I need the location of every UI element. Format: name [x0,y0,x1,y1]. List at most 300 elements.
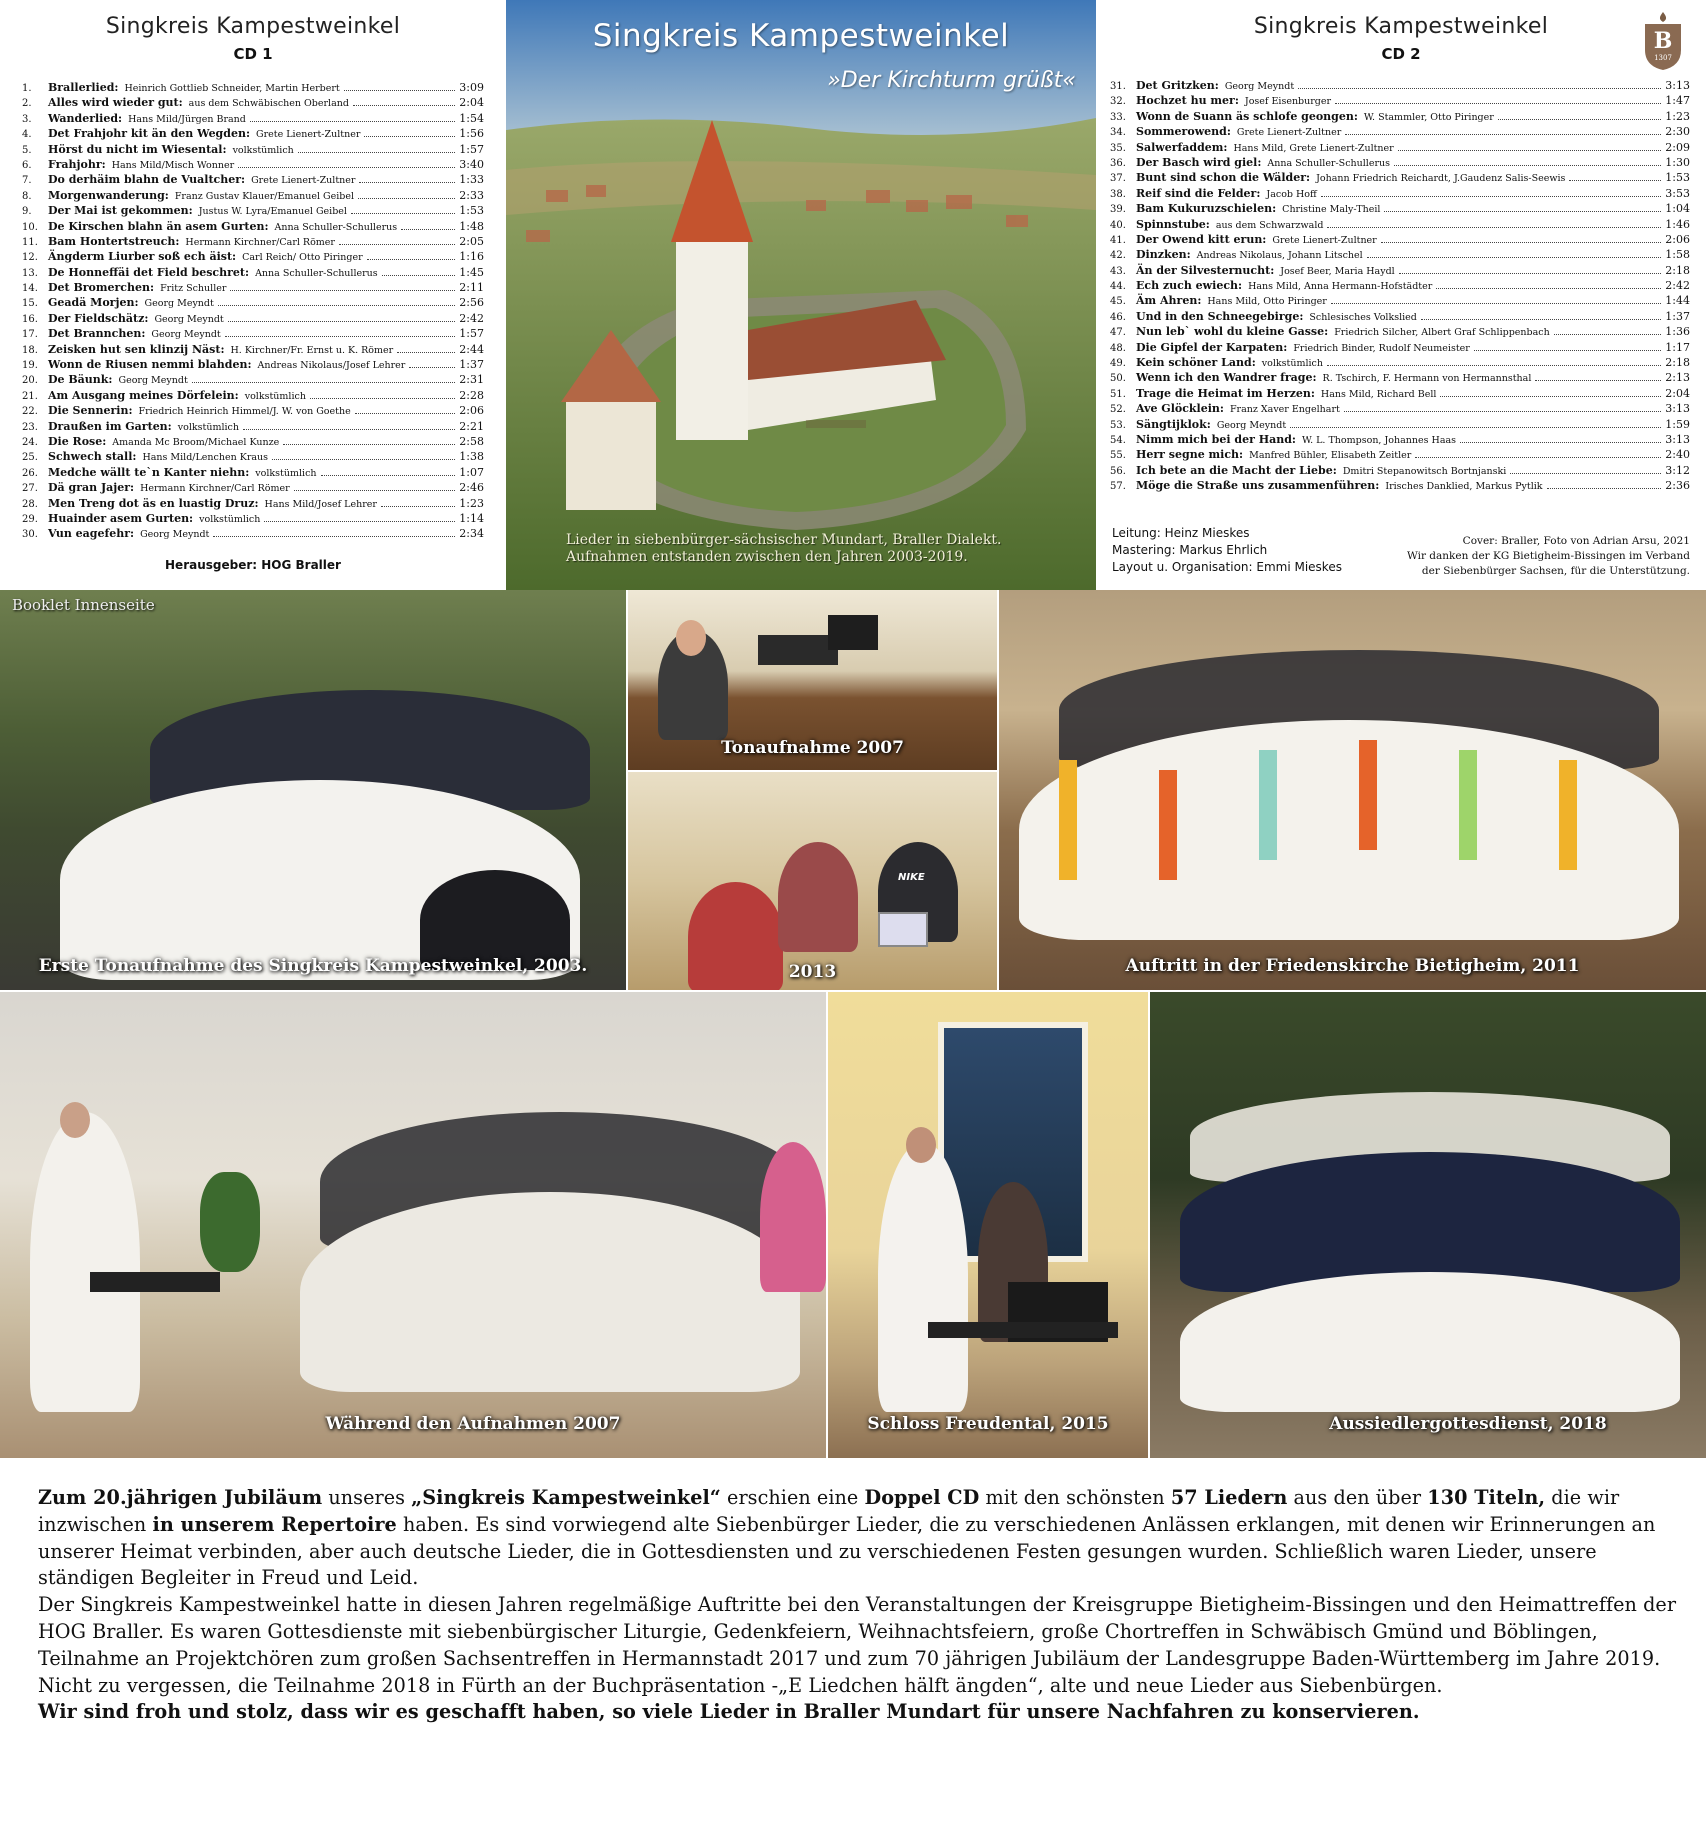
photo-caption: Aussiedlergottesdienst, 2018 [1329,1414,1607,1434]
track-credit: Georg Meyndt [1216,419,1287,431]
cover-note [566,532,1001,566]
track-duration: 2:34 [459,527,484,541]
leader-dots [1398,141,1662,151]
track-title: Spinnstube: [1136,217,1210,231]
track-row [1110,432,1690,447]
photo-aussiedlergottesdienst-2018 [1150,992,1706,1458]
cd1-title: Singkreis Kampestweinkel [105,14,401,39]
photo-recording-2013 [628,772,997,990]
track-credit: volkstümlich [199,513,261,525]
track-row [1110,463,1690,478]
track-row [1110,124,1690,139]
track-number: 37. [1110,173,1126,185]
track-number: 2. [22,98,32,110]
track-title: Ich bete an die Macht der Liebe: [1136,463,1337,477]
track-number: 13. [22,267,38,279]
leader-dots [1381,233,1662,243]
track-row [1110,217,1690,232]
bold-phrase: „Singkreis Kampestweinkel“ [411,1486,721,1509]
leader-dots [381,497,455,507]
text-span: die wir inzwischen [38,1486,1620,1536]
track-row [22,357,484,372]
track-row [1110,293,1690,308]
leader-dots [1290,418,1661,428]
track-title: Reif sind die Felder: [1136,186,1261,200]
track-title: Vun eagefehr: [48,527,135,541]
track-number: 54. [1110,434,1126,446]
track-credit: Friedrich Silcher, Albert Graf Schlippenbach [1334,327,1550,339]
track-title: Bunt sind schon die Wälder: [1136,171,1311,185]
leader-dots [192,373,456,383]
track-title: Ave Glöcklein: [1136,402,1224,416]
leader-dots [1345,125,1661,135]
track-duration: 2:28 [459,388,484,402]
track-duration: 2:31 [459,373,484,387]
track-title: De Kirschen blahn än asem Gurten: [48,219,269,233]
track-duration: 2:11 [459,281,484,295]
track-number: 57. [1110,481,1126,493]
leader-dots [1367,248,1662,258]
track-credit: Georg Meyndt [144,298,214,310]
track-number: 5. [22,144,32,156]
track-number: 56. [1110,465,1126,477]
track-title: Wonn de Riusen nemmi blahden: [48,358,252,372]
thanks-line: der Siebenbürger Sachsen, für die Unterstützung. [1421,565,1690,577]
article-paragraph-3: Wir sind froh und stolz, dass wir es geschafft haben, so viele Lieder in Braller Mundart für unsere Nachfahren zu konservieren. [38,1700,1420,1724]
track-row [1110,170,1690,185]
leader-dots [1335,94,1661,104]
track-row [1110,155,1690,170]
track-duration: 2:40 [1665,448,1690,462]
article-paragraph-1 [38,1485,1678,1592]
track-title: Trage die Heimat im Herzen: [1136,386,1315,400]
track-row [22,219,484,234]
track-row [1110,370,1690,385]
cd2-disc-label: CD 2 [1381,45,1421,63]
track-number: 12. [22,252,38,264]
track-row [1110,232,1690,247]
track-duration: 3:12 [1665,463,1690,477]
leader-dots [351,204,455,214]
track-number: 24. [22,436,38,448]
braller-logo [1642,10,1684,72]
track-duration: 2:09 [1665,140,1690,154]
track-row [1110,324,1690,339]
track-row [1110,78,1690,93]
track-credit: Justus W. Lyra/Emanuel Geibel [198,206,347,218]
leader-dots [1399,264,1662,274]
track-row [22,126,484,141]
leader-dots [358,189,455,199]
track-title: De Honneffäi det Field beschret: [48,265,250,279]
track-number: 31. [1110,81,1126,92]
track-duration: 2:30 [1665,125,1690,139]
track-number: 7. [22,175,32,187]
track-row [1110,401,1690,416]
track-duration: 2:46 [459,481,484,495]
track-row [1110,447,1690,462]
track-row [1110,109,1690,124]
track-number: 53. [1110,419,1126,431]
photo-recording-2007 [628,590,997,770]
track-title: Men Treng dot äs en luastig Druz: [48,496,259,510]
track-row [1110,186,1690,201]
track-number: 10. [22,221,38,233]
track-credit: Anna Schuller-Schullerus [274,221,398,233]
track-credit: Josef Eisenburger [1244,96,1332,108]
leader-dots [1440,387,1661,397]
cd2-thanks [1407,534,1690,579]
track-row [22,434,484,449]
track-credit: Georg Meyndt [151,329,221,341]
track-row [1110,478,1690,493]
track-row [22,496,484,511]
track-credit: aus dem Schwäbischen Oberland [188,98,349,110]
track-credit: volkstümlich [1261,358,1323,370]
track-row [22,203,484,218]
track-row [1110,355,1690,370]
track-title: Hörst du nicht im Wiesental: [48,142,227,156]
track-row [22,511,484,526]
track-credit: Josef Beer, Maria Haydl [1280,265,1395,277]
track-credit: Fritz Schuller [160,283,227,295]
track-credit: W. Stammler, Otto Piringer [1363,111,1494,123]
track-row [1110,386,1690,401]
leader-dots [250,112,455,122]
track-duration: 3:13 [1665,402,1690,416]
track-row [22,249,484,264]
thanks-line: Cover: Braller, Foto von Adrian Arsu, 2021 [1462,535,1690,547]
bold-phrase: 57 Liedern [1170,1486,1288,1509]
photo-caption: Tonaufnahme 2007 [721,738,904,758]
track-title: Sängtijklok: [1136,417,1211,431]
track-credit: Anna Schuller-Schullerus [1267,157,1390,169]
leader-dots [1554,325,1662,335]
track-credit: Grete Lienert-Zultner [1236,127,1342,139]
track-duration: 2:05 [459,234,484,248]
track-row [22,265,484,280]
track-duration: 1:33 [459,173,484,187]
track-duration: 1:30 [1665,155,1690,169]
track-row [22,372,484,387]
track-title: Die Sennerin: [48,404,133,418]
leader-dots [359,173,455,183]
track-number: 39. [1110,204,1126,216]
photo-caption: 2013 [788,962,837,982]
leader-dots [401,220,455,230]
track-number: 51. [1110,388,1126,400]
photo-schloss-freudental-2015 [828,992,1148,1458]
track-title: De Bäunk: [48,373,113,387]
track-number: 15. [22,298,38,310]
leader-dots [1498,110,1661,120]
leader-dots [367,250,456,260]
track-title: Salwerfaddem: [1136,140,1228,154]
track-number: 32. [1110,96,1126,108]
cd1-tracklist [22,80,484,542]
leader-dots [225,327,456,337]
track-row [1110,201,1690,216]
track-duration: 2:58 [459,434,484,448]
article-paragraph-2: Der Singkreis Kampestweinkel hatte in diesen Jahren regelmäßige Auftritte bei den Veranstaltungen der Kreisgruppe Bietigheim-Bissingen und den Heimattreffen der HOG Braller. Es waren Gottesdienste mit siebenbürgischer Liturgie, Gedenkfeiern, Weihnachtsfeiern, große Chortreffen in Schwäbisch Gmünd und Böblingen, Teilnahme an Projektchören zum großen Sachsentreffen in Hermannstadt 2017 und zum 70 jährigen Jubiläum der Landesgruppe Baden-Württemberg im Jahre 2019. Nicht zu vergessen, die Teilnahme 2018 in Fürth an der Buchpräsentation -„E Liedchen hälft ängden“, alte und neue Lieder aus Siebenbürgen. [38,1593,1677,1697]
track-credit: Georg Meyndt [1224,81,1295,92]
leader-dots [310,389,455,399]
text-span: unseres [322,1486,412,1509]
track-duration: 2:06 [459,404,484,418]
track-credit: Carl Reich/ Otto Piringer [242,252,363,264]
track-duration: 1:04 [1665,202,1690,216]
track-number: 4. [22,129,32,141]
leader-dots [353,96,455,106]
track-duration: 1:58 [1665,248,1690,262]
track-duration: 1:56 [459,127,484,141]
track-title: Än der Silvesternucht: [1136,263,1275,277]
track-duration: 1:07 [459,465,484,479]
leader-dots [283,435,455,445]
track-title: Dinzken: [1136,248,1191,262]
track-title: Am Ausgang meines Dörfelein: [48,388,239,402]
track-row [22,419,484,434]
thanks-line: Wir danken der KG Bietigheim-Bissingen im Verband [1406,550,1690,562]
track-duration: 2:44 [459,342,484,356]
track-title: Nun leb` wohl du kleine Gasse: [1136,325,1329,339]
track-number: 48. [1110,342,1126,354]
track-duration: 1:48 [459,219,484,233]
track-row [22,172,484,187]
track-number: 14. [22,283,38,295]
track-number: 33. [1110,111,1126,123]
track-row [1110,309,1690,324]
track-title: Der Owend kitt erun: [1136,232,1267,246]
track-credit: Hans Mild/Jürgen Brand [128,113,246,125]
track-credit: Franz Xaver Engelhart [1229,404,1340,416]
track-credit: H. Kirchner/Fr. Ernst u. K. Römer [230,344,394,356]
track-title: Det Brannchen: [48,327,146,341]
track-number: 34. [1110,127,1126,139]
track-row [22,526,484,541]
track-row [1110,247,1690,262]
track-credit: Hans Mild, Anna Hermann-Hofstädter [1248,281,1433,293]
track-duration: 1:53 [459,204,484,218]
track-title: Draußen im Garten: [48,419,172,433]
cover-note-line: Lieder in siebenbürger-sächsischer Mundart, Braller Dialekt. [566,532,1002,548]
track-number: 11. [22,236,38,248]
track-credit: Anna Schuller-Schullerus [255,267,378,279]
photo-caption: Schloss Freudental, 2015 [867,1414,1109,1434]
credit-line: Layout u. Organisation: Emmi Mieskes [1112,560,1342,574]
track-title: Der Fieldschätz: [48,311,149,325]
track-row [22,111,484,126]
track-title: Nimm mich bei der Hand: [1136,432,1296,446]
track-row [1110,140,1690,155]
track-duration: 2:36 [1665,479,1690,493]
track-duration: 2:33 [459,188,484,202]
leader-dots [243,420,455,430]
track-duration: 3:13 [1665,79,1690,92]
track-title: Möge die Straße uns zusammenführen: [1136,479,1380,493]
text-span: aus den über [1287,1486,1428,1509]
track-duration: 1:23 [459,496,484,510]
track-duration: 1:17 [1665,340,1690,354]
leader-dots [1547,479,1662,489]
track-row [22,403,484,418]
leader-dots [1327,356,1661,366]
track-row [22,234,484,249]
leader-dots [1535,371,1661,381]
track-row [22,80,484,95]
track-number: 41. [1110,234,1126,246]
leader-dots [1298,79,1661,89]
track-credit: volkstümlich [232,144,294,156]
track-number: 19. [22,360,38,372]
track-credit: Grete Lienert-Zultner [256,129,361,141]
track-credit: Hans Mild, Grete Lienert-Zultner [1233,142,1394,154]
track-number: 16. [22,313,38,325]
leader-dots [364,127,455,137]
track-number: 26. [22,467,38,479]
nike-shirt-text: NIKE [898,872,925,883]
leader-dots [1331,294,1661,304]
track-row [1110,278,1690,293]
track-number: 40. [1110,219,1126,231]
leader-dots [355,404,456,414]
track-duration: 2:13 [1665,371,1690,385]
track-number: 30. [22,529,38,541]
track-title: Medche wällt te`n Kanter niehn: [48,465,250,479]
track-credit: Georg Meyndt [140,529,210,541]
track-number: 42. [1110,250,1126,262]
track-number: 50. [1110,373,1126,385]
leader-dots [382,266,456,276]
text-span: mit den schönsten [979,1486,1171,1509]
track-credit: Andreas Nikolaus/Josef Lehrer [257,360,406,372]
track-row [22,280,484,295]
track-number: 3. [22,113,32,125]
track-row [22,157,484,172]
track-duration: 1:46 [1665,217,1690,231]
track-duration: 2:18 [1665,263,1690,277]
track-title: Die Gipfel der Karpaten: [1136,340,1288,354]
track-title: Frahjohr: [48,157,106,171]
leader-dots [298,143,456,153]
track-row [22,142,484,157]
track-credit: Manfred Bühler, Elisabeth Zeitler [1249,450,1412,462]
choir-group [40,670,600,970]
leader-dots [1384,202,1661,212]
track-credit: aus dem Schwarzwald [1215,219,1324,231]
track-duration: 1:53 [1665,171,1690,185]
cover-title: Singkreis Kampestweinkel [592,18,1010,54]
track-title: Schwech stall: [48,450,137,464]
track-title: Ängderm Liurber soß ech äist: [48,250,237,264]
cd2-panel [1096,0,1706,590]
track-duration: 2:18 [1665,356,1690,370]
track-credit: W. L. Thompson, Johannes Haas [1301,434,1457,446]
logo-letter: B [1653,28,1673,54]
photo-caption: Während den Aufnahmen 2007 [325,1414,621,1434]
photo-caption: Auftritt in der Friedenskirche Bietigheim, 2011 [1125,956,1580,976]
track-duration: 1:57 [459,327,484,341]
track-number: 36. [1110,157,1126,169]
track-credit: Friedrich Binder, Rudolf Neumeister [1293,342,1470,354]
bold-phrase: Doppel CD [864,1486,980,1509]
track-number: 22. [22,406,38,418]
leader-dots [1460,433,1661,443]
track-number: 1. [22,83,32,94]
track-title: Alles wird wieder gut: [48,96,183,110]
track-duration: 3:09 [459,81,484,94]
cd-cover [506,0,1096,590]
track-duration: 2:42 [1665,279,1690,293]
track-duration: 1:23 [1665,109,1690,123]
leader-dots [1327,218,1661,228]
track-credit: Hans Mild, Richard Bell [1320,388,1437,400]
track-title: Sommerowend: [1136,125,1231,139]
track-credit: Hermann Kirchner/Carl Römer [185,236,335,248]
track-number: 23. [22,421,38,433]
track-row [1110,340,1690,355]
track-credit: Jacob Hoff [1266,188,1317,200]
photo-recording-session-2007 [0,992,826,1458]
track-number: 45. [1110,296,1126,308]
cd1-panel [0,0,506,590]
cd1-disc-label: CD 1 [233,45,273,63]
track-duration: 1:37 [459,358,484,372]
leader-dots [264,512,455,522]
track-title: Do derhäim blahn de Vualtcher: [48,173,246,187]
track-number: 44. [1110,281,1126,293]
track-duration: 2:06 [1665,232,1690,246]
track-duration: 2:04 [1665,386,1690,400]
track-credit: R. Tschirch, F. Hermann von Hermannsthal [1322,373,1532,385]
leader-dots [218,296,455,306]
leader-dots [339,235,455,245]
track-title: Äm Ahren: [1136,294,1202,308]
track-duration: 3:40 [459,157,484,171]
leader-dots [1321,187,1662,197]
track-row [22,95,484,110]
track-credit: Georg Meyndt [154,313,224,325]
bold-phrase: Zum 20.jährigen Jubiläum [38,1486,323,1509]
booklet-inner-label: Booklet Innenseite [12,596,155,614]
track-title: Kein schöner Land: [1136,356,1256,370]
track-duration: 1:36 [1665,325,1690,339]
leader-dots [294,481,456,491]
track-title: Herr segne mich: [1136,448,1244,462]
track-title: Bam Hontertstreuch: [48,234,180,248]
leader-dots [409,358,455,368]
leader-dots [238,158,455,168]
track-duration: 1:38 [459,450,484,464]
track-row [22,342,484,357]
track-credit: Friedrich Heinrich Himmel/J. W. von Goethe [138,406,351,418]
track-credit: Franz Gustav Klauer/Emanuel Geibel [174,190,355,202]
leader-dots [230,281,455,291]
track-credit: Hans Mild/Misch Wonner [111,159,235,171]
track-number: 9. [22,206,32,218]
photo-first-recording-2003 [0,590,626,990]
cd1-publisher: Herausgeber: HOG Braller [165,558,341,572]
track-credit: Dmitri Stepanowitsch Bortnjanski [1342,465,1507,477]
track-credit: Grete Lienert-Zultner [251,175,356,187]
track-title: Hochzet hu mer: [1136,94,1239,108]
track-title: Wenn ich den Wandrer frage: [1136,371,1317,385]
article-text [38,1485,1678,1726]
track-row [22,311,484,326]
cd2-tracklist [1110,78,1690,494]
track-credit: Hans Mild/Josef Lehrer [264,498,377,510]
track-number: 25. [22,452,38,464]
